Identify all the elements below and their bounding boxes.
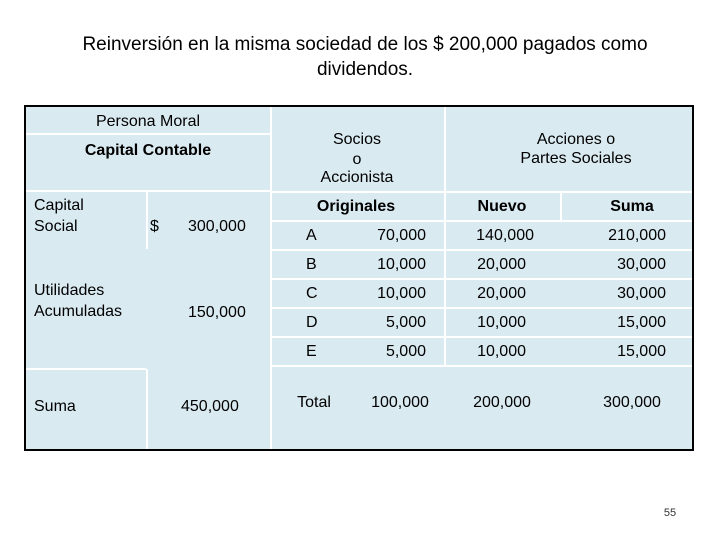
nuevo-value: 20,000 — [477, 256, 526, 273]
originales-value: 10,000 — [377, 256, 426, 273]
persona-moral-header: Persona Moral — [95, 113, 201, 130]
row-label: Capital — [34, 197, 84, 214]
nuevo-value: 140,000 — [476, 227, 534, 244]
row-label: Acumuladas — [34, 303, 123, 320]
socio-label: C — [306, 285, 318, 302]
total-originales: 100,000 — [371, 394, 429, 411]
socios-header-line-3: Accionista — [320, 169, 394, 186]
currency-symbol: $ — [150, 218, 159, 235]
col-suma-header: Suma — [610, 198, 654, 215]
col-originales-header: Originales — [316, 198, 396, 215]
row-amount: 300,000 — [188, 218, 246, 235]
suma-value: 30,000 — [617, 285, 666, 302]
row-amount: 450,000 — [181, 398, 239, 415]
socios-header-line-2: o — [352, 151, 362, 168]
slide-title — [20, 32, 710, 82]
nuevo-value: 20,000 — [477, 285, 526, 302]
capital-table — [24, 105, 694, 451]
row-label: Social — [34, 218, 78, 235]
suma-value: 15,000 — [617, 314, 666, 331]
suma-value: 15,000 — [617, 343, 666, 360]
total-nuevo: 200,000 — [473, 394, 531, 411]
socio-label: A — [306, 227, 317, 244]
capital-contable-header: Capital Contable — [84, 142, 212, 159]
row-label: Suma — [34, 398, 76, 415]
row-label: Utilidades — [34, 282, 105, 299]
socio-label: D — [306, 314, 318, 331]
originales-value: 5,000 — [385, 314, 426, 331]
nuevo-value: 10,000 — [477, 343, 526, 360]
col-nuevo-header: Nuevo — [477, 198, 527, 215]
acciones-header-line-2: Partes Sociales — [520, 150, 632, 167]
originales-value: 10,000 — [377, 285, 426, 302]
acciones-header-line-1: Acciones o — [536, 131, 616, 148]
socios-header-line-1: Socios — [332, 131, 382, 148]
row-amount: 150,000 — [188, 304, 246, 321]
total-label: Total — [297, 394, 331, 411]
socio-label: B — [306, 256, 317, 273]
title-line-2: dividendos. — [316, 59, 414, 80]
total-suma: 300,000 — [603, 394, 661, 411]
suma-value: 210,000 — [608, 227, 666, 244]
originales-value: 70,000 — [377, 227, 426, 244]
socio-label: E — [306, 343, 317, 360]
originales-value: 5,000 — [385, 343, 426, 360]
nuevo-value: 10,000 — [477, 314, 526, 331]
title-line-1: Reinversión en la misma sociedad de los $ 200,000 pagados como — [82, 34, 648, 55]
suma-value: 30,000 — [617, 256, 666, 273]
page-number: 55 — [663, 507, 677, 519]
